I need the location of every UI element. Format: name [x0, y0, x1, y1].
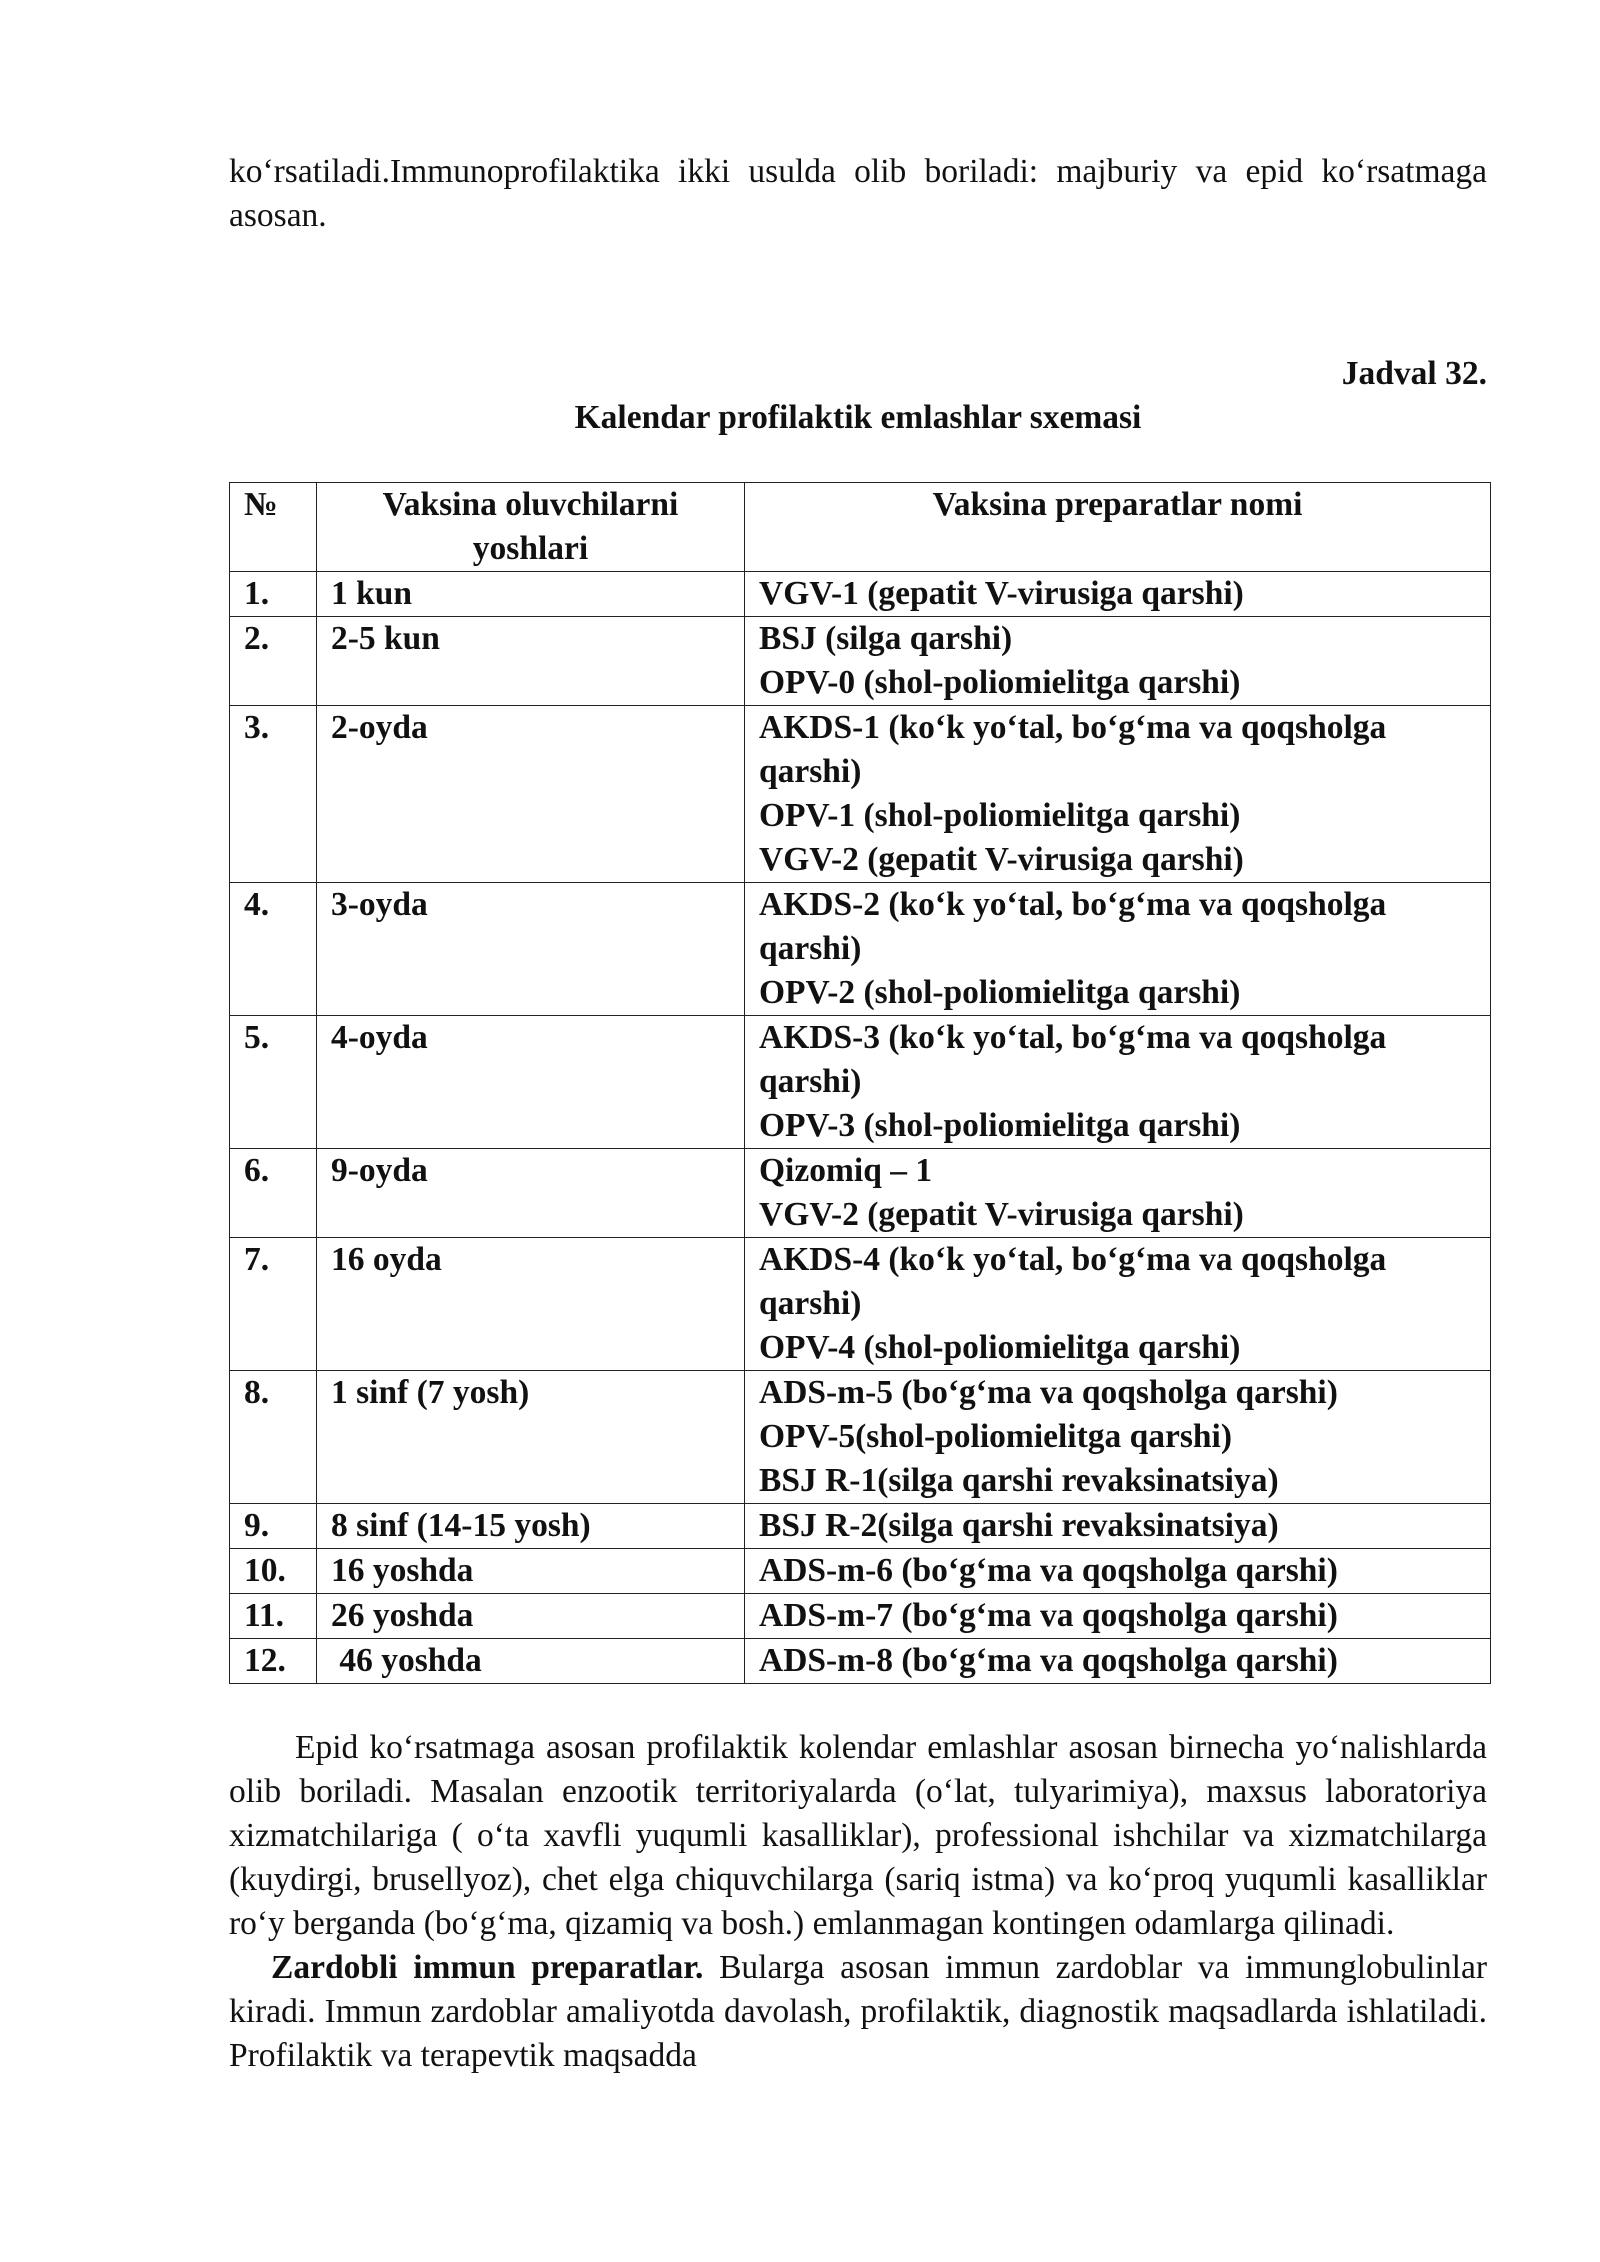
vaccine-name: OPV-3 (shol-poliomielitga qarshi) [759, 1107, 1241, 1144]
row-vaccines [745, 1504, 1491, 1549]
table-row [230, 617, 1491, 706]
row-vaccines [745, 1549, 1491, 1594]
vaccine-name: Qizomiq – 1 [759, 1152, 933, 1189]
vaccine-name: AKDS-1 (koʻk yoʻtal, boʻgʻma va qoqsholga qarshi) [759, 709, 1387, 790]
row-number: 2. [230, 617, 317, 706]
vaccine-name: BSJ R-1(silga qarshi revaksinatsiya) [759, 1462, 1279, 1499]
vaccine-name: BSJ (silga qarshi) [759, 620, 1013, 657]
row-number: 9. [230, 1504, 317, 1549]
zardob-text: Bularga asosan immun zardoblar va immunglobulinlar kiradi. Immun zardoblar amaliyotda davolash, profilaktik, diagnostik maqsadlarda ishlatiladi. Profilaktik va terapevtik maqsadda [229, 1949, 1487, 2074]
vaccine-name: VGV-2 (gepatit V-virusiga qarshi) [759, 841, 1244, 878]
row-age: 2-5 kun [317, 617, 745, 706]
zardob-lead: Zardobli immun preparatlar. [271, 1949, 704, 1986]
table-row [230, 706, 1491, 883]
row-vaccines [745, 1594, 1491, 1639]
table-row [230, 1238, 1491, 1371]
vaccine-name: AKDS-3 (koʻk yoʻtal, boʻgʻma va qoqsholga qarshi) [759, 1019, 1387, 1100]
table-number: Jadval 32. [1341, 355, 1487, 392]
table-row [230, 1504, 1491, 1549]
vaccine-name: OPV-5(shol-poliomielitga qarshi) [759, 1418, 1233, 1455]
row-number: 12. [230, 1639, 317, 1684]
row-age: 46 yoshda [317, 1639, 745, 1684]
table-title: Kalendar profilaktik emlashlar sxemasi [574, 399, 1142, 436]
row-vaccines [745, 883, 1491, 1016]
row-number: 8. [230, 1371, 317, 1504]
row-number: 6. [230, 1149, 317, 1238]
row-number: 7. [230, 1238, 317, 1371]
row-number: 10. [230, 1549, 317, 1594]
table-row [230, 1016, 1491, 1149]
vaccine-name: ADS-m-7 (boʻgʻma va qoqsholga qarshi) [759, 1597, 1338, 1634]
vaccination-schedule-table [229, 482, 1491, 1684]
table-row [230, 1549, 1491, 1594]
header-vaccine: Vaksina preparatlar nomi [745, 483, 1491, 572]
vaccine-name: OPV-2 (shol-poliomielitga qarshi) [759, 974, 1241, 1011]
row-vaccines [745, 572, 1491, 617]
vaccine-name: OPV-0 (shol-poliomielitga qarshi) [759, 664, 1241, 701]
row-number: 5. [230, 1016, 317, 1149]
table-header-row [230, 483, 1491, 572]
row-number: 11. [230, 1594, 317, 1639]
vaccine-name: ADS-m-5 (boʻgʻma va qoqsholga qarshi) [759, 1374, 1338, 1411]
vaccine-name: VGV-2 (gepatit V-virusiga qarshi) [759, 1196, 1244, 1233]
header-age: Vaksina oluvchilarni yoshlari [317, 483, 745, 572]
intro-paragraph: koʻrsatiladi.Immunoprofilaktika ikki usulda olib boriladi: majburiy va epid koʻrsatmaga asosan. [229, 153, 1487, 234]
row-age: 9-oyda [317, 1149, 745, 1238]
vaccine-name: AKDS-4 (koʻk yoʻtal, boʻgʻma va qoqsholga qarshi) [759, 1241, 1387, 1322]
document-page [229, 150, 1487, 2078]
row-vaccines [745, 617, 1491, 706]
row-vaccines [745, 1149, 1491, 1238]
row-age: 4-oyda [317, 1016, 745, 1149]
row-vaccines [745, 706, 1491, 883]
vaccine-name: ADS-m-8 (boʻgʻma va qoqsholga qarshi) [759, 1642, 1338, 1679]
row-number: 1. [230, 572, 317, 617]
row-age: 2-oyda [317, 706, 745, 883]
row-vaccines [745, 1639, 1491, 1684]
table-row [230, 1149, 1491, 1238]
row-vaccines [745, 1371, 1491, 1504]
row-vaccines [745, 1238, 1491, 1371]
table-row [230, 1594, 1491, 1639]
row-vaccines [745, 1016, 1491, 1149]
vaccine-name: AKDS-2 (koʻk yoʻtal, boʻgʻma va qoqsholga qarshi) [759, 886, 1387, 967]
row-age: 3-oyda [317, 883, 745, 1016]
row-number: 4. [230, 883, 317, 1016]
row-age: 8 sinf (14-15 yosh) [317, 1504, 745, 1549]
row-age: 1 sinf (7 yosh) [317, 1371, 745, 1504]
table-row [230, 1371, 1491, 1504]
vaccine-name: OPV-4 (shol-poliomielitga qarshi) [759, 1329, 1241, 1366]
vaccine-name: VGV-1 (gepatit V-virusiga qarshi) [759, 575, 1244, 612]
row-age: 26 yoshda [317, 1594, 745, 1639]
vaccine-name: ADS-m-6 (boʻgʻma va qoqsholga qarshi) [759, 1552, 1338, 1589]
row-age: 16 yoshda [317, 1549, 745, 1594]
header-number: № [230, 483, 317, 572]
row-number: 3. [230, 706, 317, 883]
vaccine-name: BSJ R-2(silga qarshi revaksinatsiya) [759, 1507, 1279, 1544]
table-row [230, 883, 1491, 1016]
table-row [230, 572, 1491, 617]
row-age: 1 kun [317, 572, 745, 617]
row-age: 16 oyda [317, 1238, 745, 1371]
vaccine-name: OPV-1 (shol-poliomielitga qarshi) [759, 797, 1241, 834]
zardob-paragraph [229, 1946, 1487, 2078]
epid-paragraph: Epid koʻrsatmaga asosan profilaktik kolendar emlashlar asosan birnecha yoʻnalishlarda olib boriladi. Masalan enzootik territoriyalarda (oʻlat, tulyarimiya), maxsus laboratoriya xizmatchilariga ( oʻta xavfli yuqumli kasalliklar), professional ishchilar va xizmatchilarga (kuydirgi, brusellyoz), chet elga chiquvchilarga (sariq istma) va koʻproq yuqumli kasalliklar roʻy berganda (boʻgʻma, qizamiq va bosh.) emlanmagan kontingen odamlarga qilinadi. [229, 1729, 1487, 1942]
table-row [230, 1639, 1491, 1684]
